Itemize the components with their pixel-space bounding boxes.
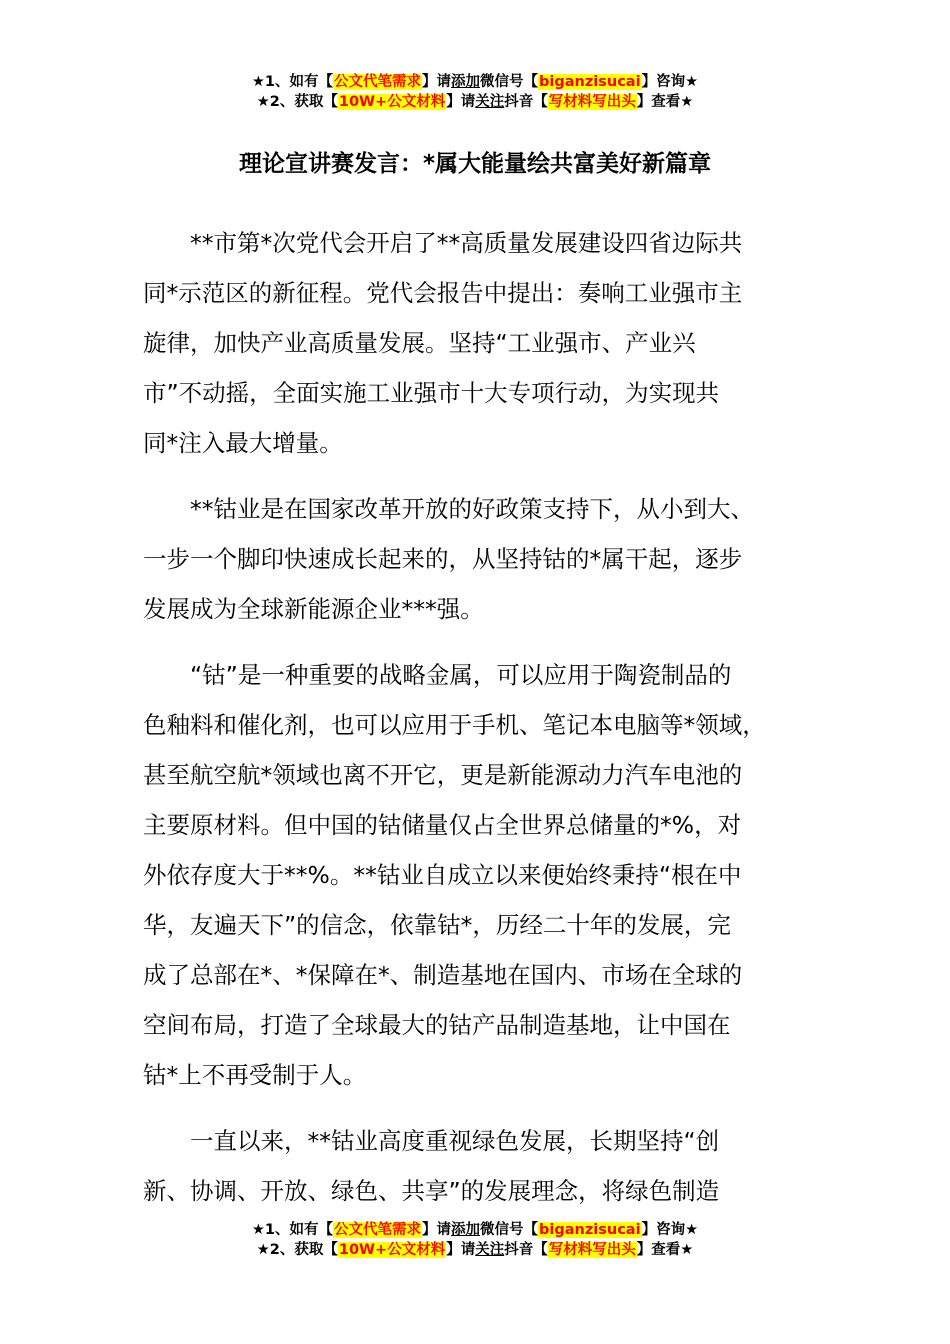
text-line: 旋律，加快产业高质量发展。坚持“工业强市、产业兴 (143, 329, 696, 357)
document-title: 理论宣讲赛发言：*属大能量绘共富美好新篇章 (238, 151, 712, 177)
banner-line-2: ★2、获取【10W+公文材料】请关注抖音【写材料写出头】查看★ (256, 94, 694, 110)
text-line: 华，友遍天下”的信念，依靠钴*，历经二十年的发展，完 (143, 911, 731, 939)
footer-banner (0, 1220, 950, 1260)
highlight-writing-service: 公文代笔需求 (334, 74, 422, 90)
document-body (143, 218, 833, 1216)
paragraph-3 (143, 650, 833, 1100)
highlight-wechat-id: biganzisucai (539, 74, 641, 90)
text-line: 外依存度大于**%。**钴业自成立以来便始终秉持“根在中 (143, 861, 742, 889)
header-banner (0, 72, 950, 112)
text-line: 一步一个脚印快速成长起来的，从坚持钴的*属干起，逐步 (143, 545, 743, 573)
text-line: 一直以来，**钴业高度重视绿色发展，长期坚持“创 (143, 1127, 720, 1155)
text-line: **市第*次党代会开启了**高质量发展建设四省边际共 (143, 229, 743, 257)
text-line: 同*注入最大增量。 (143, 429, 343, 457)
footer-line-2: ★2、获取【10W+公文材料】请关注抖音【写材料写出头】查看★ (256, 1242, 694, 1258)
text-line: **钴业是在国家改革开放的好政策支持下，从小到大、 (143, 495, 754, 523)
text-line: 色釉料和催化剂，也可以应用于手机、笔记本电脑等*领域， (143, 711, 766, 739)
highlight-douyin-account: 写材料写出头 (548, 94, 636, 110)
paragraph-2 (143, 484, 833, 634)
text-line: 新、协调、开放、绿色、共享”的发展理念，将绿色制造 (143, 1177, 720, 1205)
text-line: 主要原材料。但中国的钴储量仅占全世界总储量的*%，对 (143, 811, 742, 839)
text-line: 同*示范区的新征程。党代会报告中提出：奏响工业强市主 (143, 279, 743, 307)
text-line: 成了总部在*、*保障在*、制造基地在国内、市场在全球的 (143, 961, 743, 989)
highlight-douyin-account: 写材料写出头 (548, 1242, 636, 1258)
paragraph-1 (143, 218, 833, 468)
text-line: 钴*上不再受制于人。 (143, 1061, 367, 1089)
highlight-writing-service: 公文代笔需求 (334, 1222, 422, 1238)
paragraph-4 (143, 1116, 833, 1216)
highlight-wechat-id: biganzisucai (539, 1222, 641, 1238)
banner-line-1: ★1、如有【公文代笔需求】请添加微信号【biganzisucai】咨询★ (251, 74, 699, 90)
text-line: 空间布局，打造了全球最大的钴产品制造基地，让中国在 (143, 1011, 731, 1039)
highlight-materials: 10W+公文材料 (338, 1242, 446, 1258)
text-line: 发展成为全球新能源企业***强。 (143, 595, 484, 623)
text-line: “钴”是一种重要的战略金属，可以应用于陶瓷制品的 (143, 661, 732, 689)
text-line: 市”不动摇，全面实施工业强市十大专项行动，为实现共 (143, 379, 720, 407)
highlight-materials: 10W+公文材料 (338, 94, 446, 110)
footer-line-1: ★1、如有【公文代笔需求】请添加微信号【biganzisucai】咨询★ (251, 1222, 699, 1238)
text-line: 甚至航空航*领域也离不开它，更是新能源动力汽车电池的 (143, 761, 743, 789)
